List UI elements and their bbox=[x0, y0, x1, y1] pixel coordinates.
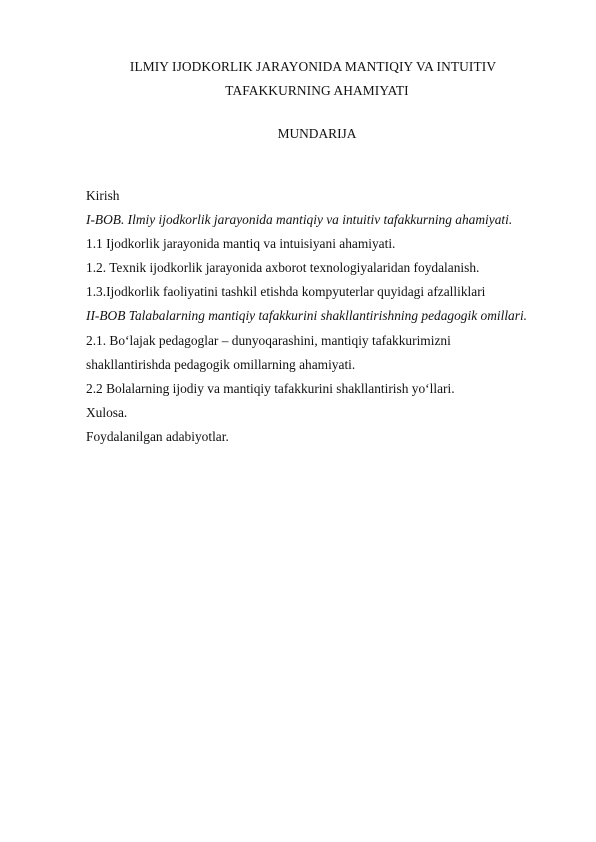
title-line-2: TAFAKKURNING AHAMIYATI bbox=[225, 83, 409, 98]
toc-item-2-1-continued: shakllantirishda pedagogik omillarning ahamiyati. bbox=[86, 356, 356, 372]
document-title bbox=[0, 55, 596, 103]
toc-item-references: Foydalanilgan adabiyotlar. bbox=[86, 428, 229, 444]
toc-item-conclusion: Xulosa. bbox=[86, 404, 128, 420]
toc-item-1-3: 1.3.Ijodkorlik faoliyatini tashkil etishda kompyuterlar quyidagi afzalliklari bbox=[86, 284, 486, 300]
title-line-1: ILMIY IJODKORLIK JARAYONIDA MANTIQIY VA INTUITIV bbox=[129, 59, 497, 74]
toc-item-chapter-2: II-BOB Talabalarning mantiqiy tafakkurini shakllantirishning pedagogik omillari. bbox=[86, 308, 528, 324]
toc-item-1-2: 1.2. Texnik ijodkorlik jarayonida axborot texnologiyalaridan foydalanish. bbox=[86, 260, 480, 276]
table-of-contents bbox=[86, 184, 576, 449]
toc-item-2-2: 2.2 Bolalarning ijodiy va mantiqiy tafakkurini shakllantirish yo‘llari. bbox=[86, 380, 455, 396]
toc-item-1-1: 1.1 Ijodkorlik jarayonida mantiq va intuisiyani ahamiyati. bbox=[86, 236, 396, 252]
toc-item-introduction: Kirish bbox=[86, 188, 120, 203]
toc-item-2-1: 2.1. Bo‘lajak pedagoglar – dunyoqarashini, mantiqiy tafakkurimizni bbox=[86, 332, 451, 348]
contents-heading: MUNDARIJA bbox=[277, 126, 357, 141]
toc-item-chapter-1: I-BOB. Ilmiy ijodkorlik jarayonida mantiqiy va intuitiv tafakkurning ahamiyati. bbox=[86, 212, 513, 228]
